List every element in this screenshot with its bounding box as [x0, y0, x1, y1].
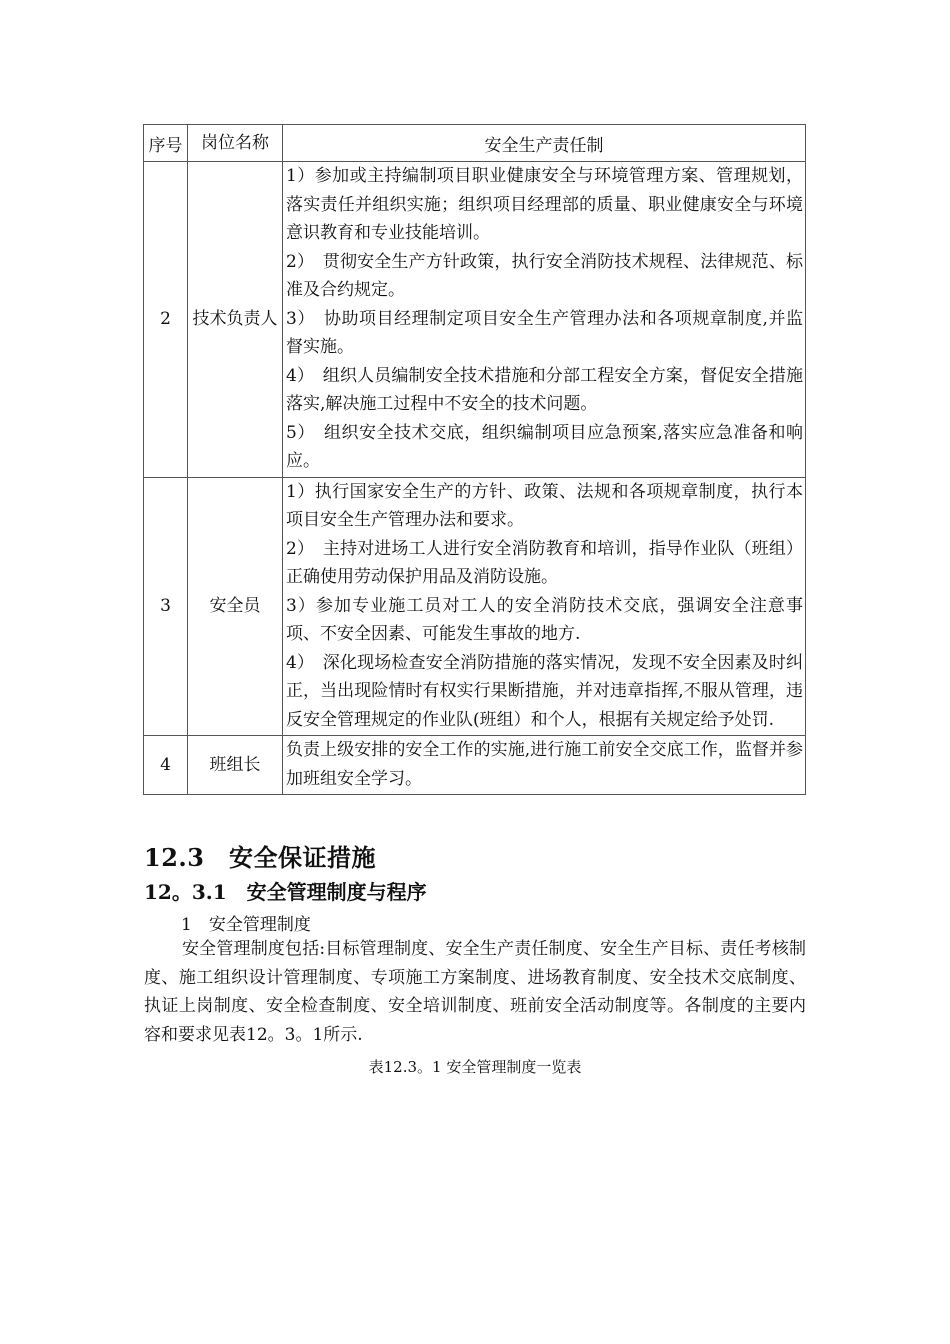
row-role: 安全员	[188, 477, 283, 736]
row-duties	[283, 477, 806, 736]
table-row	[144, 162, 806, 478]
item-title: 1 安全管理制度	[181, 915, 311, 935]
duty-item: 1）参加或主持编制项目职业健康安全与环境管理方案、管理规划，落实责任并组织实施；组织项目经理部的质量、职业健康安全与环境意识教育和专业技能培训。	[286, 166, 803, 243]
row-role: 技术负责人	[188, 162, 283, 478]
duty-item: 4） 组织人员编制安全技术措施和分部工程安全方案，督促安全措施落实,解决施工过程中不安全的技术问题。	[286, 365, 803, 414]
duty-item: 2） 贯彻安全生产方针政策，执行安全消防技术规程、法律规范、标准及合约规定。	[286, 251, 803, 300]
duty-item: 1）执行国家安全生产的方针、政策、法规和各项规章制度，执行本项目安全生产管理办法和要求。	[286, 481, 803, 530]
row-number: 4	[144, 736, 188, 795]
duty-item: 4） 深化现场检查安全消防措施的落实情况，发现不安全因素及时纠正，当出现险情时有权实行果断措施，并对违章指挥,不服从管理，违反安全管理规定的作业队(班组）和个人，根据有关规定给予处罚.	[286, 652, 803, 730]
row-number: 2	[144, 162, 188, 478]
duty-item: 2） 主持对进场工人进行安全消防教育和培训，指导作业队（班组）正确使用劳动保护用品及消防设施。	[286, 538, 803, 587]
row-role: 班组长	[188, 736, 283, 795]
duty-item: 5） 组织安全技术交底，组织编制项目应急预案,落实应急准备和响应。	[286, 422, 803, 471]
responsibility-table	[143, 124, 806, 795]
row-number: 3	[144, 477, 188, 736]
table-header-row	[144, 125, 806, 162]
duty-item: 负责上级安排的安全工作的实施,进行施工前安全交底工作，监督并参加班组安全学习。	[286, 740, 803, 789]
table-row	[144, 736, 806, 795]
table-caption: 表12.3。1 安全管理制度一览表	[368, 1058, 582, 1076]
table-row	[144, 477, 806, 736]
subsection-heading: 12。3.1 安全管理制度与程序	[144, 880, 427, 904]
duty-item: 3）参加专业施工员对工人的安全消防技术交底，强调安全注意事项、不安全因素、可能发生事故的地方.	[286, 595, 803, 644]
row-duties	[283, 162, 806, 478]
header-position-name: 岗位名称	[188, 125, 283, 162]
row-duties	[283, 736, 806, 795]
header-serial-number: 序号	[144, 125, 188, 162]
duty-item: 3） 协助项目经理制定项目安全生产管理办法和各项规章制度,并监督实施。	[286, 308, 803, 357]
body-paragraph: 安全管理制度包括:目标管理制度、安全生产责任制度、安全生产目标、责任考核制度、施工组织设计管理制度、专项施工方案制度、进场教育制度、安全技术交底制度、执证上岗制度、安全检查制度、安全培训制度、班前安全活动制度等。各制度的主要内容和要求见表12。3。1所示.	[144, 939, 806, 1045]
header-responsibility: 安全生产责任制	[283, 125, 806, 162]
section-heading: 12.3 安全保证措施	[144, 843, 376, 872]
